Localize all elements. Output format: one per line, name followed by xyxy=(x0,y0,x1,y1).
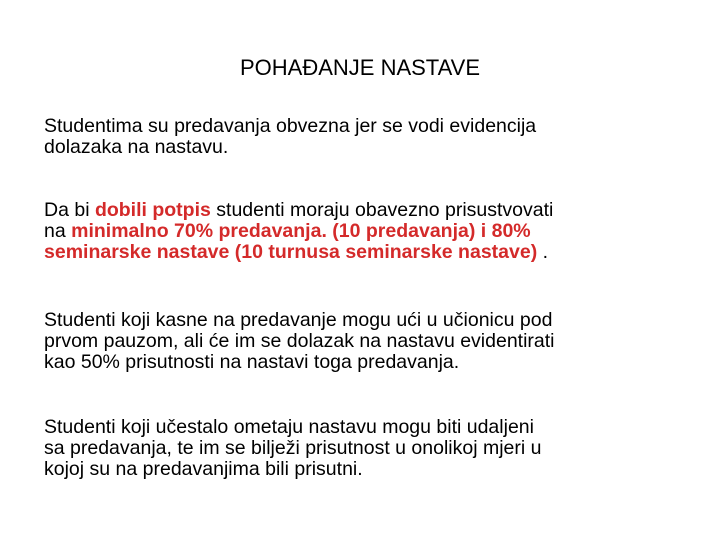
highlight-seminar-minimum: seminarske nastave (10 turnusa seminarske nastave) xyxy=(44,241,538,263)
paragraph-line xyxy=(44,242,684,263)
slide-title: POHAĐANJE NASTAVE xyxy=(239,55,480,80)
paragraph-line: Studenti koji učestalo ometaju nastavu mogu biti udaljeni xyxy=(44,416,534,438)
paragraph-line: kojoj su na predavanjima bili prisutni. xyxy=(44,458,363,480)
paragraph-line: Studentima su predavanja obvezna jer se vodi evidencija xyxy=(44,115,537,137)
text-segment: studenti moraju obavezno prisustvovati xyxy=(210,199,554,221)
text-segment: na xyxy=(44,220,72,242)
highlight-signature: dobili potpis xyxy=(94,199,211,221)
text-segment: Da bi xyxy=(44,199,95,221)
highlight-lecture-minimum: minimalno 70% predavanja. (10 predavanja) i 80% xyxy=(71,220,531,242)
paragraph-line: prvom pauzom, ali će im se dolazak na nastavu evidentirati xyxy=(44,330,555,352)
paragraph-signature-requirement xyxy=(44,200,684,263)
text-segment: . xyxy=(537,241,549,263)
paragraph-line: dolazaka na nastavu. xyxy=(44,136,229,158)
paragraph-line xyxy=(44,221,684,242)
paragraph-line: Studenti koji kasne na predavanje mogu ući u učionicu pod xyxy=(44,309,553,331)
paragraph-line: kao 50% prisutnosti na nastavi toga predavanja. xyxy=(44,351,460,373)
paragraph-mandatory-attendance xyxy=(44,116,684,158)
paragraph-disruption xyxy=(44,417,684,480)
paragraph-late-arrival xyxy=(44,310,684,373)
paragraph-line xyxy=(44,200,684,221)
paragraph-line: sa predavanja, te im se bilježi prisutnost u onolikoj mjeri u xyxy=(44,437,542,459)
